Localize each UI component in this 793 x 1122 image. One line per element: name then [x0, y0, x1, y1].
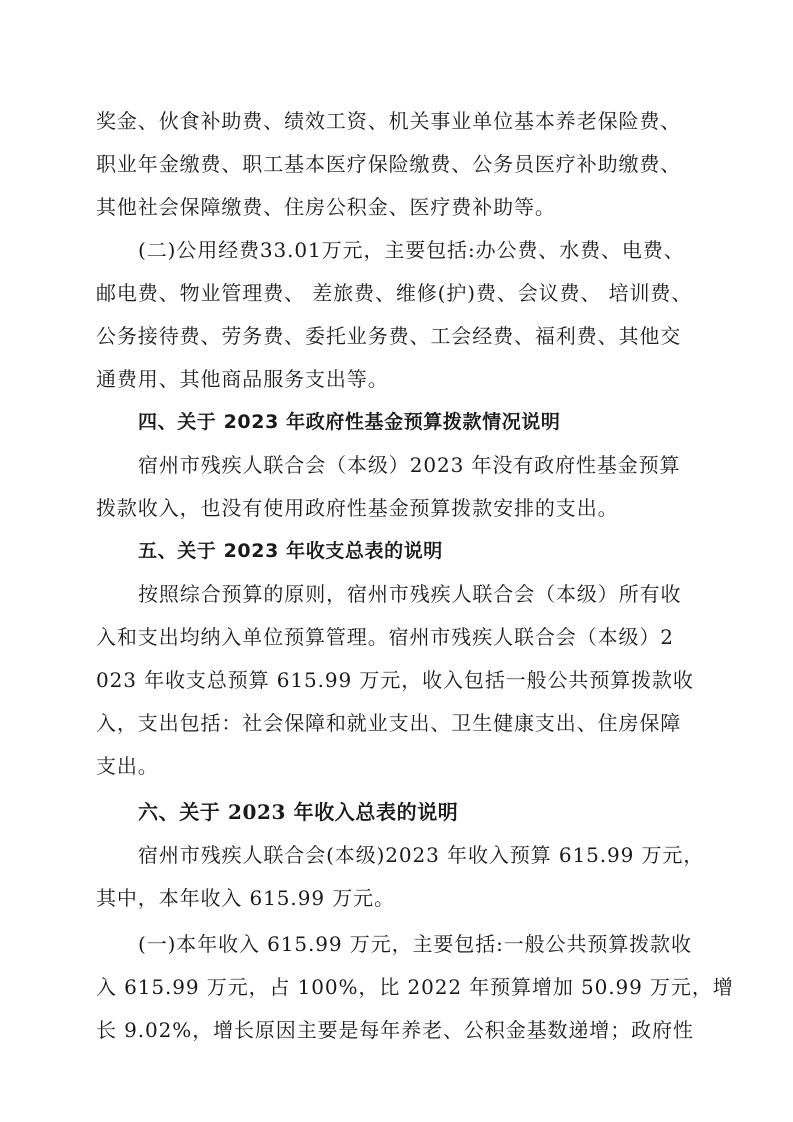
paragraph-line: 其中，本年收入 615.99 万元。 — [96, 886, 395, 910]
paragraph-line: 入和支出均纳入单位预算管理。宿州市残疾人联合会（本级）2 — [96, 625, 674, 649]
paragraph-line: 宿州市残疾人联合会(本级)2023 年收入预算 615.99 万元， — [138, 843, 705, 867]
paragraph-line: 其他社会保障缴费、住房公积金、医疗费补助等。 — [96, 195, 556, 219]
paragraph-line: 通费用、其他商品服务支出等。 — [96, 367, 389, 391]
section-heading-5: 五、关于 2023 年收支总表的说明 — [138, 540, 443, 562]
paragraph-line: 入，支出包括：社会保障和就业支出、卫生健康支出、住房保障 — [96, 711, 682, 735]
paragraph-line: 入 615.99 万元，占 100%，比 2022 年预算增加 50.99 万元，增 — [96, 975, 734, 999]
paragraph-line: 公务接待费、劳务费、委托业务费、工会经费、福利费、其他交 — [96, 324, 682, 348]
paragraph-line: 奖金、伙食补助费、绩效工资、机关事业单位基本养老保险费、 — [96, 109, 682, 133]
paragraph-line: 按照综合预算的原则，宿州市残疾人联合会（本级）所有收 — [138, 582, 682, 606]
paragraph-line: 长 9.02%，增长原因主要是每年养老、公积金基数递增；政府性 — [96, 1018, 694, 1042]
paragraph-line: 宿州市残疾人联合会（本级）2023 年没有政府性基金预算 — [138, 453, 681, 477]
paragraph-line: (二)公用经费33.01万元，主要包括:办公费、水费、电费、 — [138, 238, 685, 262]
paragraph-line: 支出。 — [96, 754, 159, 778]
paragraph-line: 拨款收入，也没有使用政府性基金预算拨款安排的支出。 — [96, 496, 619, 520]
section-heading-4: 四、关于 2023 年政府性基金预算拨款情况说明 — [138, 411, 561, 433]
section-heading-6: 六、关于 2023 年收入总表的说明 — [138, 800, 459, 824]
paragraph-line: 职业年金缴费、职工基本医疗保险缴费、公务员医疗补助缴费、 — [96, 152, 682, 176]
paragraph-line: 023 年收支总预算 615.99 万元，收入包括一般公共预算拨款收 — [96, 668, 694, 692]
paragraph-line: (一)本年收入 615.99 万元，主要包括:一般公共预算拨款收 — [138, 932, 692, 956]
paragraph-line: 邮电费、物业管理费、 差旅费、维修(护)费、会议费、 培训费、 — [96, 281, 693, 305]
